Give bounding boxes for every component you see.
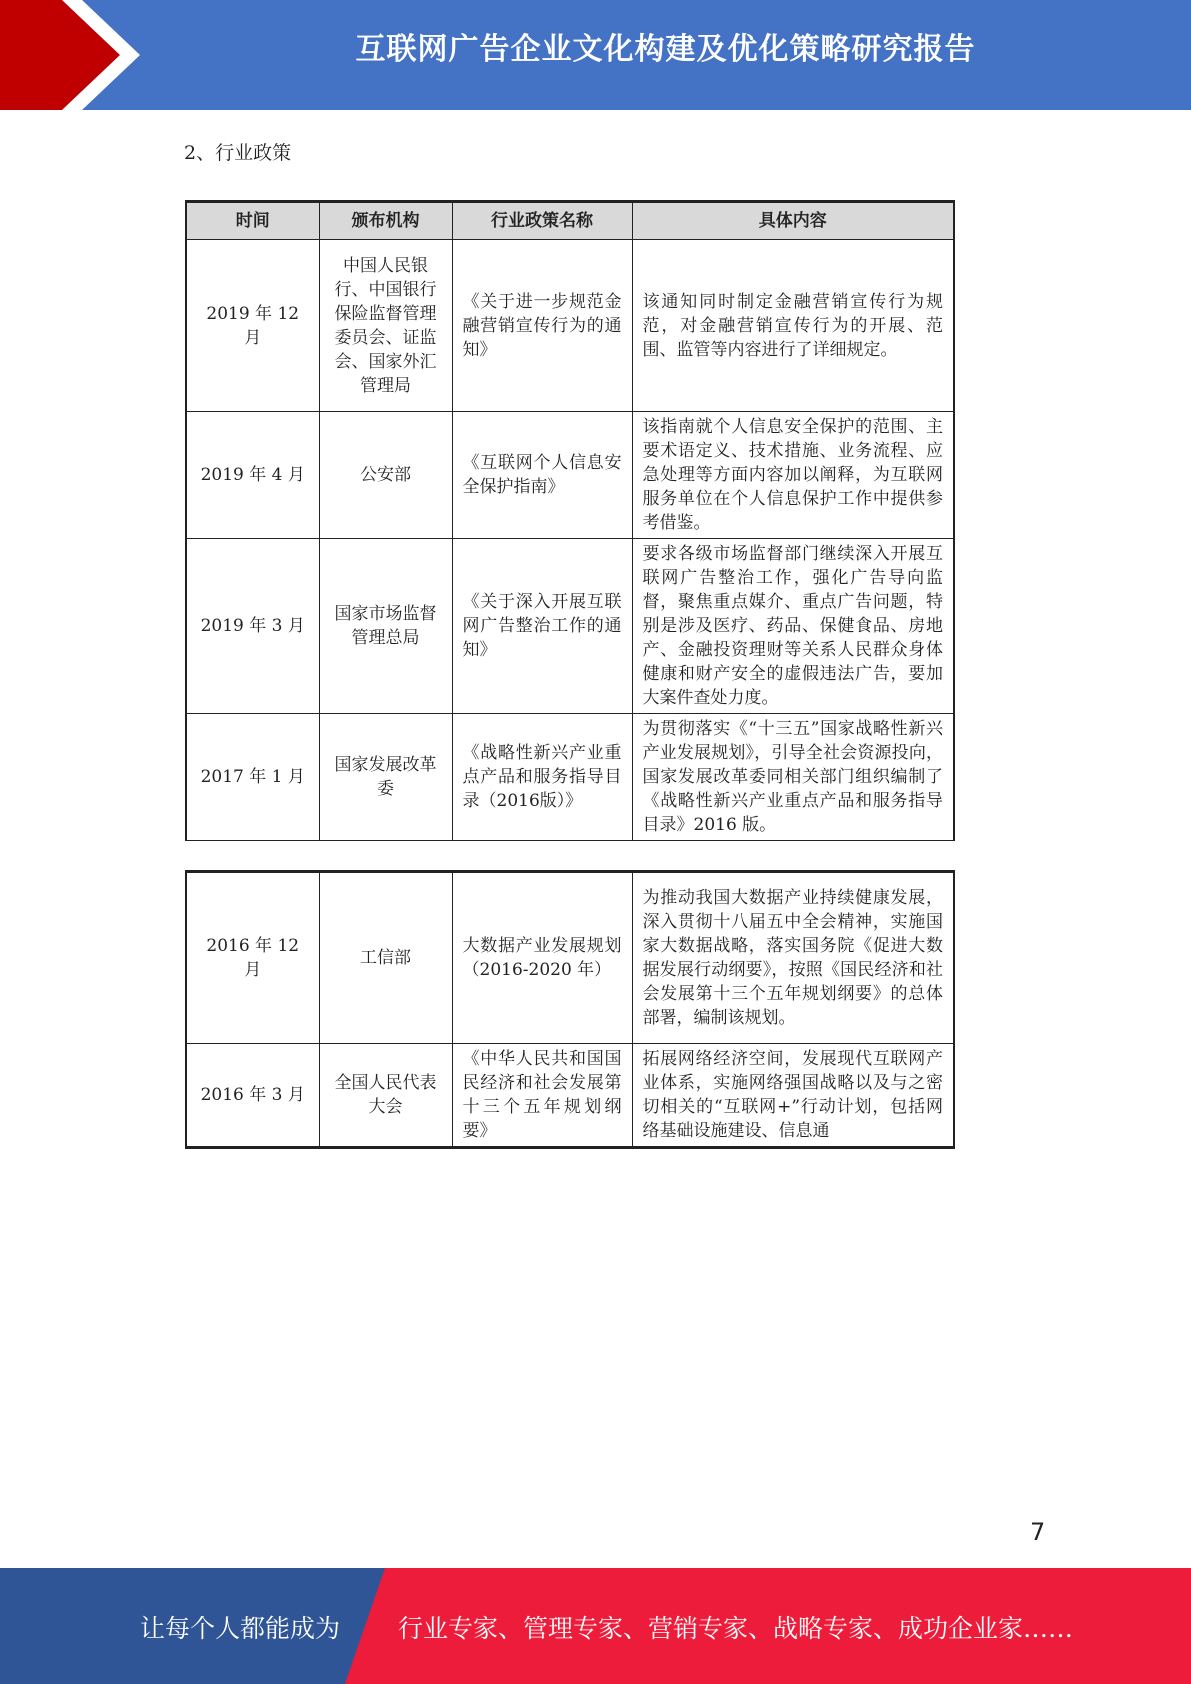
table-row: [186, 539, 954, 714]
header-chevron-decoration: [0, 0, 160, 110]
table-header-row: [186, 202, 954, 240]
cell-date: 2016 年 12 月: [186, 872, 319, 1044]
table-row: [186, 412, 954, 539]
cell-policy-name: 《战略性新兴产业重点产品和服务指导目录（2016版）》: [452, 714, 632, 841]
cell-content: 为贯彻落实《“十三五”国家战略性新兴产业发展规划》，引导全社会资源投向，国家发展改革委同相关部门组织编制了《战略性新兴产业重点产品和服务指导目录》2016 版。: [632, 714, 954, 841]
cell-org: 全国人民代表大会: [319, 1044, 452, 1148]
policy-table-part1: [185, 200, 955, 841]
table-row: [186, 714, 954, 841]
cell-org: 工信部: [319, 872, 452, 1044]
cell-org: 国家市场监督管理总局: [319, 539, 452, 714]
cell-content: 该指南就个人信息安全保护的范围、主要术语定义、技术措施、业务流程、应急处理等方面内容加以阐释，为互联网服务单位在个人信息保护工作中提供参考借鉴。: [632, 412, 954, 539]
cell-date: 2016 年 3 月: [186, 1044, 319, 1148]
header-time: 时间: [186, 202, 319, 240]
cell-policy-name: 《关于深入开展互联网广告整治工作的通知》: [452, 539, 632, 714]
header-org: 颁布机构: [319, 202, 452, 240]
header-content: 具体内容: [632, 202, 954, 240]
page-header: [0, 0, 1191, 110]
report-title: 互联网广告企业文化构建及优化策略研究报告: [355, 32, 976, 67]
cell-content: 拓展网络经济空间，发展现代互联网产业体系，实施网络强国战略以及与之密切相关的“互联网+”行动计划，包括网络基础设施建设、信息通: [632, 1044, 954, 1148]
page-number: 7: [1030, 1518, 1046, 1546]
cell-policy-name: 《关于进一步规范金融营销宣传行为的通知》: [452, 240, 632, 412]
policy-table-part2: [185, 870, 955, 1149]
section-heading: 2、行业政策: [184, 142, 292, 164]
header-policy-name: 行业政策名称: [452, 202, 632, 240]
cell-content: 要求各级市场监督部门继续深入开展互联网广告整治工作，强化广告导向监督，聚焦重点媒介、重点广告问题，特别是涉及医疗、药品、保健食品、房地产、金融投资理财等关系人民群众身体健康和财产安全的虚假违法广告，要加大案件查处力度。: [632, 539, 954, 714]
cell-org: 中国人民银行、中国银行保险监督管理委员会、证监会、国家外汇管理局: [319, 240, 452, 412]
cell-content: 该通知同时制定金融营销宣传行为规范，对金融营销宣传行为的开展、范围、监管等内容进行了详细规定。: [632, 240, 954, 412]
page-footer: [0, 1568, 1191, 1684]
cell-policy-name: 大数据产业发展规划（2016-2020 年）: [452, 872, 632, 1044]
table-row: [186, 240, 954, 412]
cell-date: 2019 年 12 月: [186, 240, 319, 412]
cell-org: 国家发展改革委: [319, 714, 452, 841]
cell-date: 2017 年 1 月: [186, 714, 319, 841]
footer-slogan-right: 行业专家、管理专家、营销专家、战略专家、成功企业家……: [398, 1614, 1074, 1643]
cell-policy-name: 《中华人民共和国国民经济和社会发展第十三个五年规划纲要》: [452, 1044, 632, 1148]
cell-date: 2019 年 3 月: [186, 539, 319, 714]
cell-org: 公安部: [319, 412, 452, 539]
cell-date: 2019 年 4 月: [186, 412, 319, 539]
cell-content: 为推动我国大数据产业持续健康发展，深入贯彻十八届五中全会精神，实施国家大数据战略，落实国务院《促进大数据发展行动纲要》，按照《国民经济和社会发展第十三个五年规划纲要》的总体部署，编制该规划。: [632, 872, 954, 1044]
table-row: [186, 1044, 954, 1148]
cell-policy-name: 《互联网个人信息安全保护指南》: [452, 412, 632, 539]
table-row: [186, 872, 954, 1044]
footer-slogan-left: 让每个人都能成为: [140, 1614, 341, 1643]
